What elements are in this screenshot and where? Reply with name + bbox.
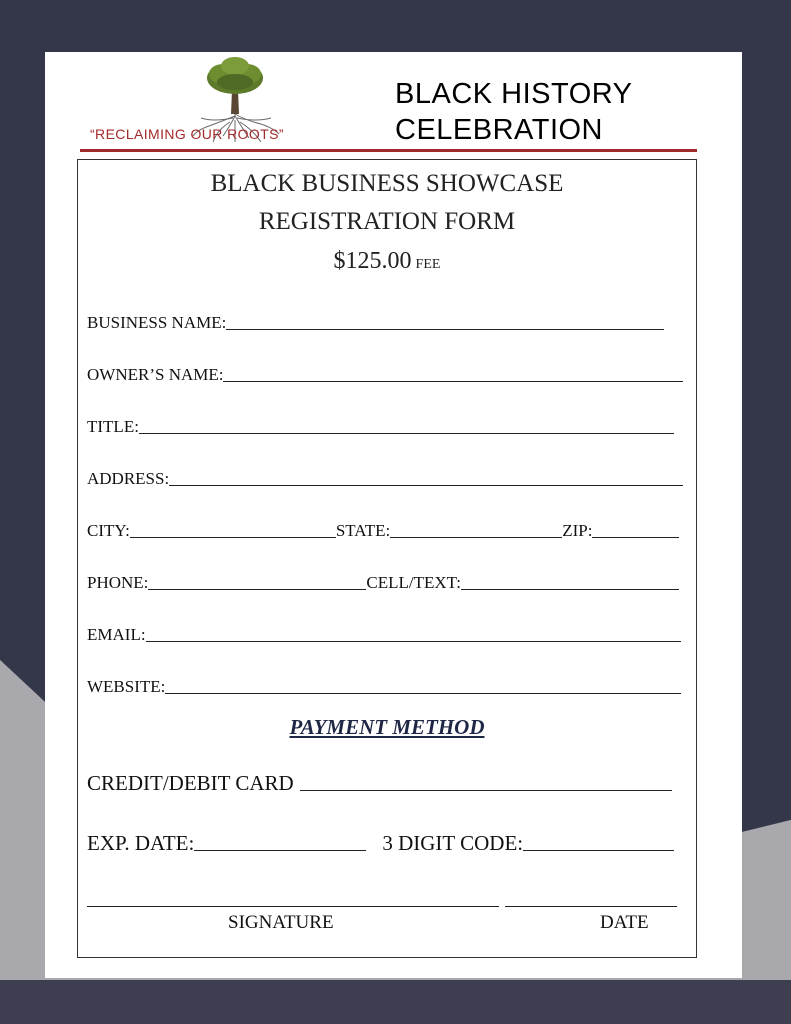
address-line[interactable] — [169, 485, 683, 486]
phone-label: PHONE: — [87, 573, 149, 592]
fee-amount: $125.00 — [333, 248, 412, 274]
form-title-line-2: REGISTRATION FORM — [258, 208, 516, 235]
title-field[interactable] — [87, 412, 674, 436]
state-line[interactable] — [390, 537, 562, 538]
page-title — [395, 76, 633, 148]
business-name-label: BUSINESS NAME: — [87, 313, 227, 332]
website-field[interactable] — [87, 672, 681, 696]
cell-text-line[interactable] — [461, 589, 679, 590]
phone-line[interactable] — [148, 589, 366, 590]
exp-date-line[interactable] — [194, 850, 366, 851]
signature-label: SIGNATURE — [228, 912, 334, 933]
zip-label: ZIP: — [562, 521, 593, 540]
title-line-1: BLACK HISTORY — [395, 78, 633, 110]
form-box — [77, 159, 697, 958]
registration-page — [45, 52, 742, 978]
address-label: ADDRESS: — [87, 469, 170, 488]
credit-card-line[interactable] — [300, 790, 672, 791]
fee — [78, 248, 696, 275]
title-line[interactable] — [139, 433, 674, 434]
exp-code-row — [87, 826, 674, 854]
title-line-2: CELEBRATION — [395, 114, 604, 146]
code-label: 3 DIGIT CODE: — [382, 831, 524, 855]
owner-name-field[interactable] — [87, 360, 683, 384]
fee-unit: FEE — [415, 257, 441, 272]
cell-text-label: CELL/TEXT: — [366, 573, 461, 592]
title-label: TITLE: — [87, 417, 139, 436]
tagline: “RECLAIMING OUR ROOTS” — [90, 126, 284, 142]
zip-line[interactable] — [592, 537, 679, 538]
phone-cell-row — [87, 568, 679, 592]
business-name-line[interactable] — [226, 329, 664, 330]
email-field[interactable] — [87, 620, 681, 644]
business-name-field[interactable] — [87, 308, 664, 332]
form-title-line-1: BLACK BUSINESS SHOWCASE — [210, 170, 564, 197]
email-line[interactable] — [146, 641, 681, 642]
owner-name-label: OWNER’S NAME: — [87, 365, 224, 384]
state-label: STATE: — [335, 521, 391, 540]
website-label: WEBSITE: — [87, 677, 166, 696]
code-line[interactable] — [523, 850, 674, 851]
credit-card-field[interactable] — [87, 766, 672, 794]
date-line[interactable] — [505, 906, 677, 907]
owner-name-line[interactable] — [223, 381, 683, 382]
email-label: EMAIL: — [87, 625, 146, 644]
date-label: DATE — [600, 912, 649, 933]
city-label: CITY: — [87, 521, 130, 540]
website-line[interactable] — [165, 693, 681, 694]
exp-date-label: EXP. DATE: — [87, 831, 195, 855]
signature-line[interactable] — [87, 906, 499, 907]
payment-method-heading: PAYMENT METHOD — [289, 715, 485, 739]
address-field[interactable] — [87, 464, 683, 488]
credit-card-label: CREDIT/DEBIT CARD — [87, 771, 294, 795]
city-line[interactable] — [130, 537, 336, 538]
city-state-zip-row — [87, 516, 679, 540]
header-divider — [80, 149, 697, 152]
